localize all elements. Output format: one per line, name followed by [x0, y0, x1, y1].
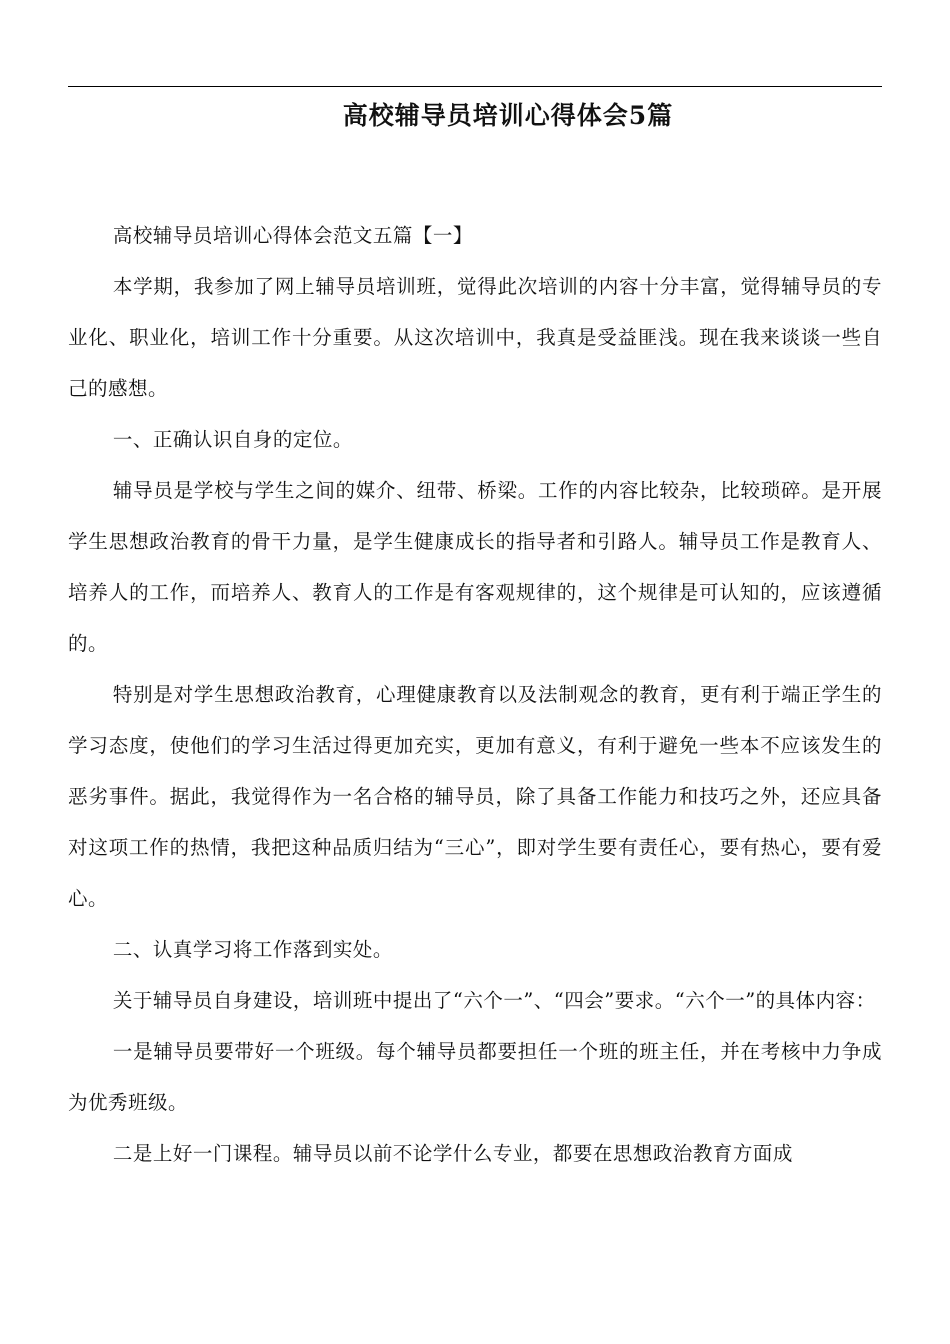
paragraph-intro: 本学期，我参加了网上辅导员培训班，觉得此次培训的内容十分丰富，觉得辅导员的专业化、职业化，培训工作十分重要。从这次培训中，我真是受益匪浅。现在我来谈谈一些自己的感想。	[68, 275, 882, 400]
paragraph-requirements: 关于辅导员自身建设，培训班中提出了“六个一”、“四会”要求。“六个一”的具体内容：	[112, 989, 876, 1012]
paragraph-education: 特别是对学生思想政治教育，心理健康教育以及法制观念的教育，更有利于端正学生的学习态度，使他们的学习生活过得更加充实，更加有意义，有利于避免一些本不应该发生的恶劣事件。据此，我觉得作为一名合格的辅导员，除了具备工作能力和技巧之外，还应具备对这项工作的热情，我把这种品质归结为“三心”，即对学生要有责任心，要有热心，要有爱心。	[68, 683, 882, 910]
paragraph-item-1: 一是辅导员要带好一个班级。每个辅导员都要担任一个班的班主任，并在考核中力争成为优秀班级。	[68, 1040, 882, 1114]
document-title: 高校辅导员培训心得体会5篇	[342, 101, 674, 130]
paragraph-role: 辅导员是学校与学生之间的媒介、纽带、桥梁。工作的内容比较杂，比较琐碎。是开展学生思想政治教育的骨干力量，是学生健康成长的指导者和引路人。辅导员工作是教育人、培养人的工作，而培养人、教育人的工作是有客观规律的，这个规律是可认知的，应该遵循的。	[68, 479, 882, 655]
document-body	[68, 210, 882, 1179]
subheading-1: 一、正确认识自身的定位。	[112, 428, 353, 451]
header-rule	[68, 86, 882, 87]
paragraph-item-2: 二是上好一门课程。辅导员以前不论学什么专业，都要在思想政治教育方面成	[112, 1142, 793, 1165]
subheading-2: 二、认真学习将工作落到实处。	[112, 938, 393, 961]
section-heading-1: 高校辅导员培训心得体会范文五篇【一】	[112, 224, 473, 247]
